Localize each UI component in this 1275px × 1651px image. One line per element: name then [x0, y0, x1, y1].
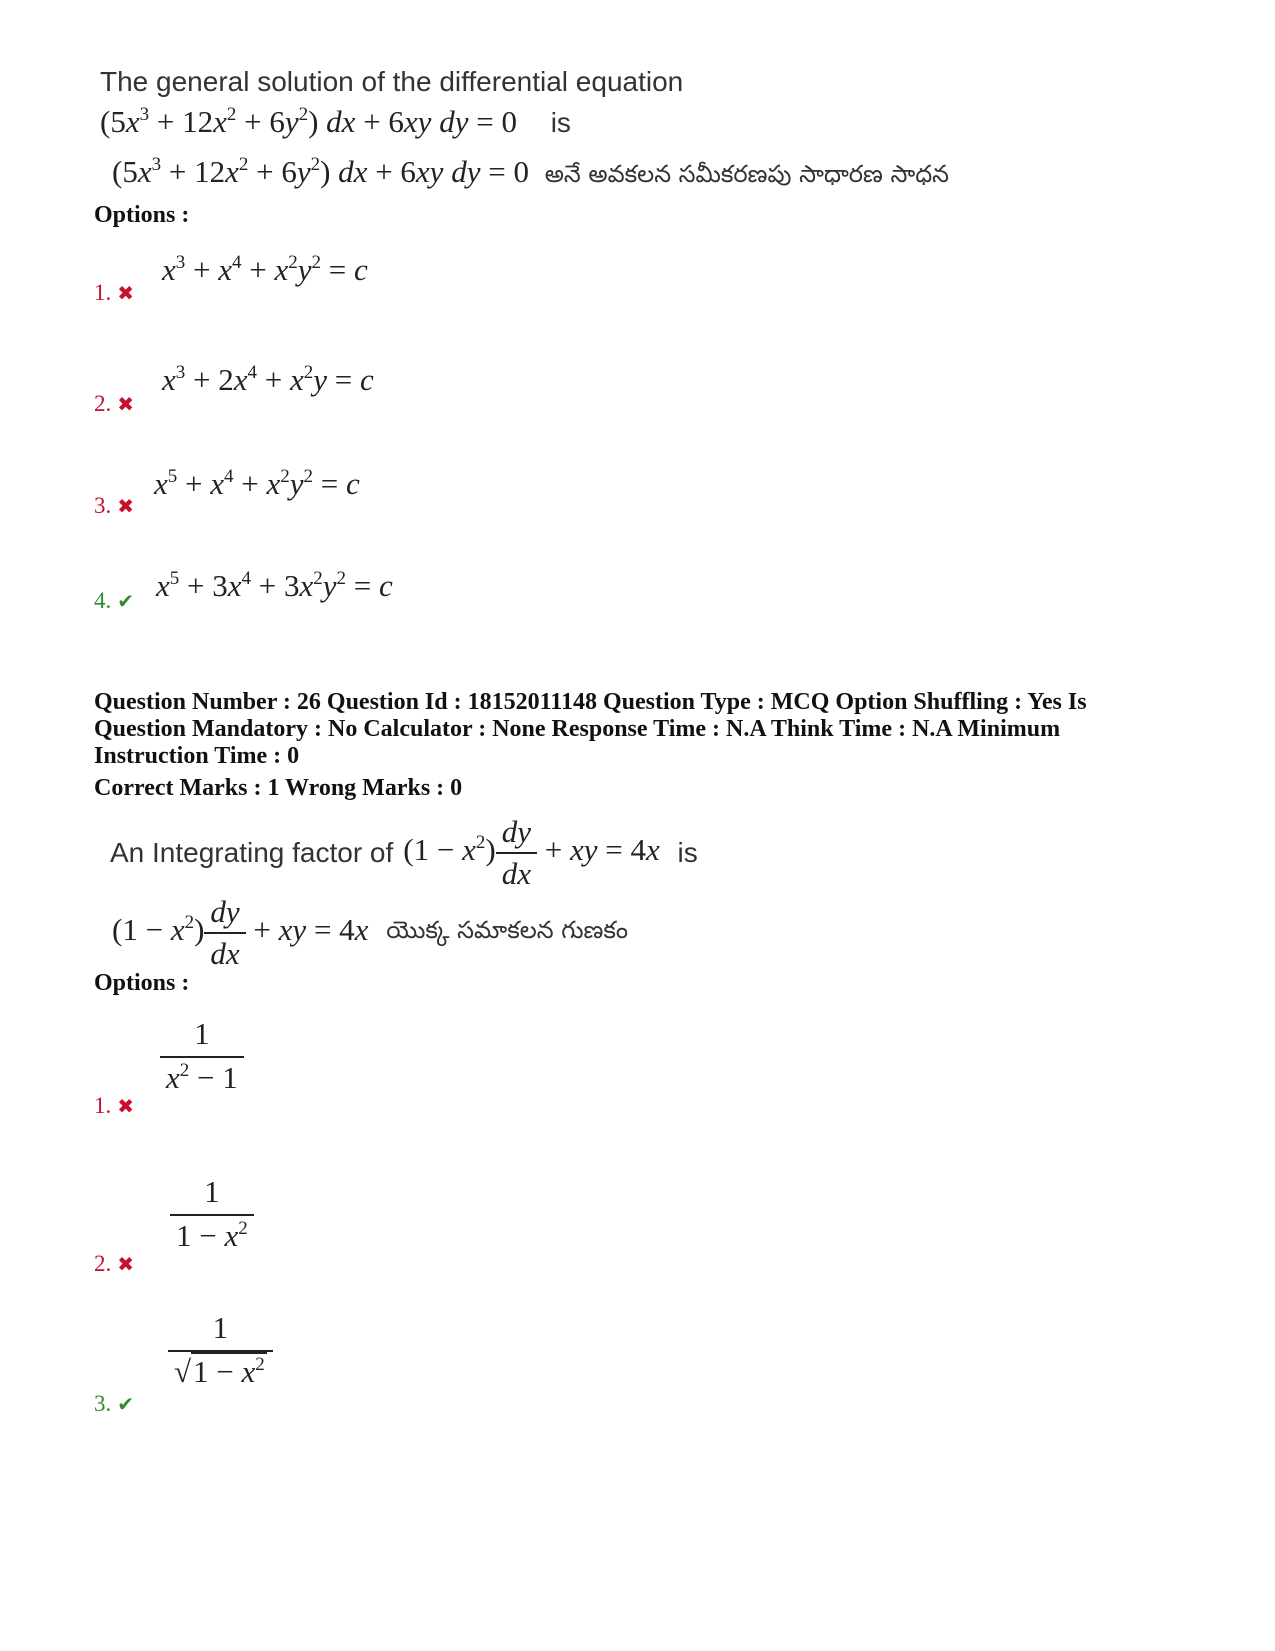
q26-meta-line-2: Question Mandatory : No Calculator : None Response Time : N.A Think Time : N.A Minimum — [94, 716, 1061, 742]
q26-equation-english: $(1 - x^2)$ $\frac{dy}{dx}$ + xy = 4x — [403, 814, 660, 891]
check-icon: ✔ — [117, 1392, 135, 1416]
q26-options-label: Options : — [94, 970, 190, 996]
q25-options-label: Options : — [94, 202, 190, 228]
q25-equation-english: $(5x^3 + 12x^2 + 6y^2)$ dx + 6xy dy = 0 is — [100, 104, 571, 139]
q26-option-3-number: 3. ✔ — [94, 1391, 135, 1416]
q25-stem-text: The general solution of the differential equation — [100, 66, 684, 97]
q26-option-1-number: 1. ✖ — [94, 1093, 135, 1118]
cross-icon: ✖ — [117, 281, 135, 305]
q26-stem-prefix: An Integrating factor of — [110, 837, 394, 868]
q25-option-4-number: 4. ✔ — [94, 588, 135, 613]
cross-icon: ✖ — [117, 1094, 135, 1118]
q25-equation-telugu: $(5x^3 + 12x^2 + 6y^2)$ dx + 6xy dy = 0 అనే అవకలన సమీకరణపు సాధారణ సాధన — [112, 154, 949, 189]
q26-option-3-formula: $\frac{1}{√1 - x^2}$ — [168, 1310, 273, 1390]
q26-marks-line: Correct Marks : 1 Wrong Marks : 0 — [94, 775, 463, 801]
q25-equation-suffix: is — [550, 107, 571, 138]
cross-icon: ✖ — [117, 1252, 135, 1276]
cross-icon: ✖ — [117, 392, 135, 416]
q25-option-1-number: 1. ✖ — [94, 280, 135, 305]
q26-option-2-number: 2. ✖ — [94, 1251, 135, 1276]
q25-option-1-formula: $x^3 + x^4 + x^2y^2 = c$ — [162, 252, 368, 287]
q26-meta-line-3: Instruction Time : 0 — [94, 743, 300, 769]
q25-option-3-number: 3. ✖ — [94, 493, 135, 518]
q26-stem-suffix: is — [677, 837, 698, 868]
q25-option-2-formula: $x^3 + 2x^4 + x^2y = c$ — [162, 362, 374, 397]
q26-option-2-formula: $\frac{1}{1 - x^2}$ — [170, 1174, 254, 1254]
q26-stem — [110, 814, 698, 892]
q25-option-3-formula: $x^5 + x^4 + x^2y^2 = c$ — [154, 466, 360, 501]
cross-icon: ✖ — [117, 494, 135, 518]
check-icon: ✔ — [117, 589, 135, 613]
q26-meta-line-1: Question Number : 26 Question Id : 18152011148 Question Type : MCQ Option Shuffling : Yes Is — [94, 689, 1087, 715]
q25-option-2-number: 2. ✖ — [94, 391, 135, 416]
q26-telugu-text: యొక్క సమాకలన గుణకం — [386, 916, 629, 944]
q25-telugu-text: అనే అవకలన సమీకరణపు సాధారణ సాధన — [544, 160, 949, 188]
q26-equation-telugu-line — [112, 894, 628, 972]
q25-option-4-formula: $x^5 + 3x^4 + 3x^2y^2 = c$ — [156, 568, 393, 603]
q26-option-1-formula: $\frac{1}{x^2 - 1}$ — [160, 1016, 244, 1096]
q26-equation-telugu: $(1 - x^2)$ $\frac{dy}{dx}$ + xy = 4x — [112, 894, 369, 971]
